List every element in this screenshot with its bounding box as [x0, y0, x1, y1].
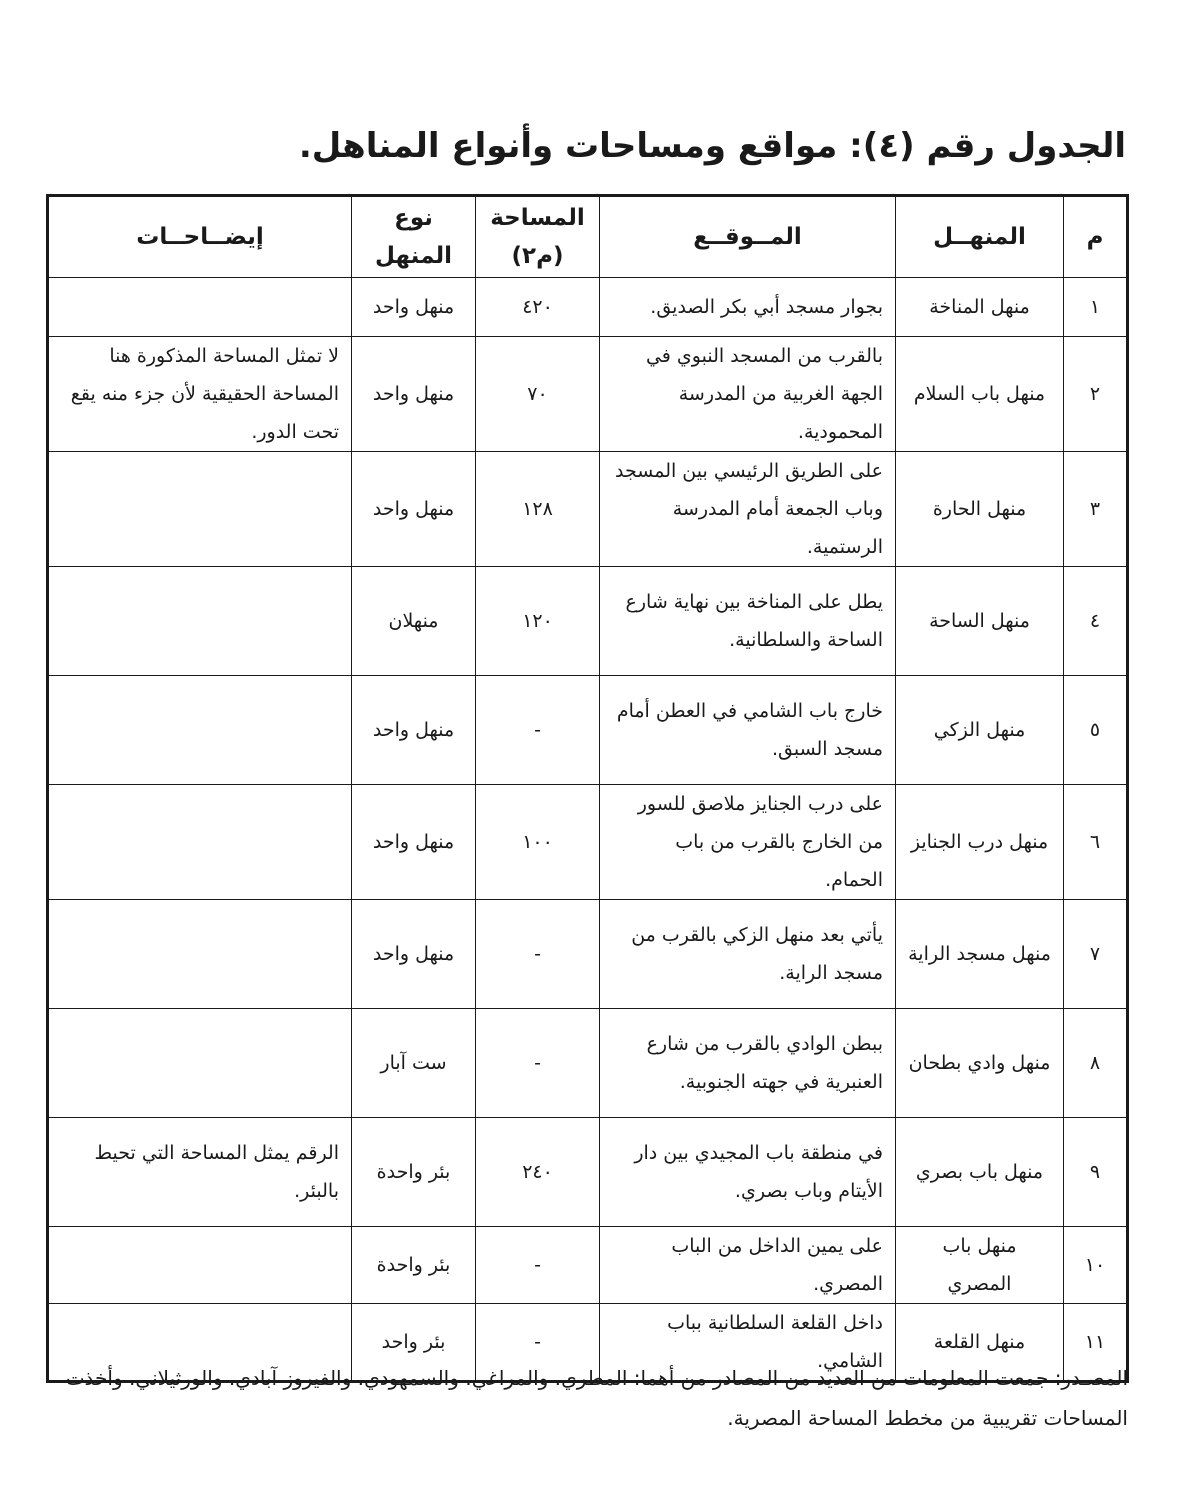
cell-notes [48, 567, 352, 676]
cell-type: ست آبار [352, 1009, 476, 1118]
header-site: المــوقــع [600, 196, 896, 278]
wells-table [46, 194, 1129, 1383]
table-row [48, 900, 1128, 1009]
cell-area: ١٢٠ [476, 567, 600, 676]
cell-site: على يمين الداخل من الباب المصري. [600, 1227, 896, 1304]
cell-name: منهل مسجد الراية [896, 900, 1064, 1009]
cell-type: منهل واحد [352, 676, 476, 785]
cell-num: ٢ [1064, 337, 1128, 452]
source-label: المصـدر: [1054, 1366, 1128, 1390]
table-row [48, 785, 1128, 900]
cell-area: ١٢٨ [476, 452, 600, 567]
cell-name: منهل وادي بطحان [896, 1009, 1064, 1118]
cell-site: على الطريق الرئيسي بين المسجد وباب الجمعة أمام المدرسة الرستمية. [600, 452, 896, 567]
table-row [48, 1118, 1128, 1227]
cell-site: ببطن الوادي بالقرب من شارع العنبرية في جهته الجنوبية. [600, 1009, 896, 1118]
cell-num: ٤ [1064, 567, 1128, 676]
page-title: الجدول رقم (٤): مواقع ومساحات وأنواع المناهل. [298, 126, 1126, 166]
cell-type: منهل واحد [352, 452, 476, 567]
table-row [48, 676, 1128, 785]
cell-name: منهل باب بصري [896, 1118, 1064, 1227]
cell-site: على درب الجنايز ملاصق للسور من الخارج بالقرب من باب الحمام. [600, 785, 896, 900]
table-header-row [48, 196, 1128, 278]
cell-notes [48, 900, 352, 1009]
cell-num: ٣ [1064, 452, 1128, 567]
cell-name: منهل الزكي [896, 676, 1064, 785]
cell-area: - [476, 1009, 600, 1118]
header-notes: إيضــاحــات [48, 196, 352, 278]
cell-num: ١٠ [1064, 1227, 1128, 1304]
cell-site: بجوار مسجد أبي بكر الصديق. [600, 278, 896, 337]
table-row [48, 337, 1128, 452]
table-row [48, 278, 1128, 337]
cell-num: ٦ [1064, 785, 1128, 900]
table-row [48, 1009, 1128, 1118]
cell-site: يأتي بعد منهل الزكي بالقرب من مسجد الراية. [600, 900, 896, 1009]
cell-type: بئر واحدة [352, 1118, 476, 1227]
cell-site: خارج باب الشامي في العطن أمام مسجد السبق. [600, 676, 896, 785]
cell-area: - [476, 1227, 600, 1304]
cell-notes: لا تمثل المساحة المذكورة هنا المساحة الحقيقية لأن جزء منه يقع تحت الدور. [48, 337, 352, 452]
header-num: م [1064, 196, 1128, 278]
cell-area: - [476, 900, 600, 1009]
cell-name: منهل المناخة [896, 278, 1064, 337]
cell-area: ٢٤٠ [476, 1118, 600, 1227]
cell-name: منهل باب السلام [896, 337, 1064, 452]
cell-type: بئر واحدة [352, 1227, 476, 1304]
table-row [48, 1227, 1128, 1304]
cell-num: ١ [1064, 278, 1128, 337]
cell-type: منهل واحد [352, 337, 476, 452]
cell-name: منهل درب الجنايز [896, 785, 1064, 900]
cell-num: ٩ [1064, 1118, 1128, 1227]
cell-area: ٤٢٠ [476, 278, 600, 337]
cell-type: منهل واحد [352, 278, 476, 337]
cell-site: يطل على المناخة بين نهاية شارع الساحة والسلطانية. [600, 567, 896, 676]
cell-notes [48, 785, 352, 900]
cell-num: ٥ [1064, 676, 1128, 785]
cell-name: منهل الحارة [896, 452, 1064, 567]
table-row [48, 452, 1128, 567]
cell-name: منهل باب المصري [896, 1227, 1064, 1304]
cell-type: منهلان [352, 567, 476, 676]
cell-type: منهل واحد [352, 785, 476, 900]
header-name: المنهــل [896, 196, 1064, 278]
cell-name: منهل الساحة [896, 567, 1064, 676]
header-type: نوع المنهل [352, 196, 476, 278]
cell-notes [48, 676, 352, 785]
cell-num: ١١ [1064, 1304, 1128, 1382]
cell-area: - [476, 1304, 600, 1382]
cell-site: بالقرب من المسجد النبوي في الجهة الغربية من المدرسة المحمودية. [600, 337, 896, 452]
cell-notes [48, 452, 352, 567]
table-row [48, 567, 1128, 676]
cell-area: - [476, 676, 600, 785]
cell-type: منهل واحد [352, 900, 476, 1009]
table-container [49, 194, 1129, 1383]
cell-notes: الرقم يمثل المساحة التي تحيط بالبئر. [48, 1118, 352, 1227]
cell-num: ٧ [1064, 900, 1128, 1009]
cell-name: منهل القلعة [896, 1304, 1064, 1382]
cell-notes [48, 1009, 352, 1118]
source-note [48, 1358, 1128, 1438]
cell-site: داخل القلعة السلطانية بباب الشامي. [600, 1304, 896, 1382]
cell-type: بئر واحد [352, 1304, 476, 1382]
cell-site: في منطقة باب المجيدي بين دار الأيتام وباب بصري. [600, 1118, 896, 1227]
source-text: جمعت المعلومات من العديد من المصادر من أهما: المطري، والمراغي، والسمهودي، والفيروز آبادي، والورثيلاني، وأخذت المساحات تقريبية من مخطط المساحة المصرية. [65, 1366, 1128, 1430]
cell-area: ٧٠ [476, 337, 600, 452]
cell-area: ١٠٠ [476, 785, 600, 900]
cell-notes [48, 1227, 352, 1304]
cell-notes [48, 278, 352, 337]
cell-num: ٨ [1064, 1009, 1128, 1118]
header-area: المساحة (م٢) [476, 196, 600, 278]
